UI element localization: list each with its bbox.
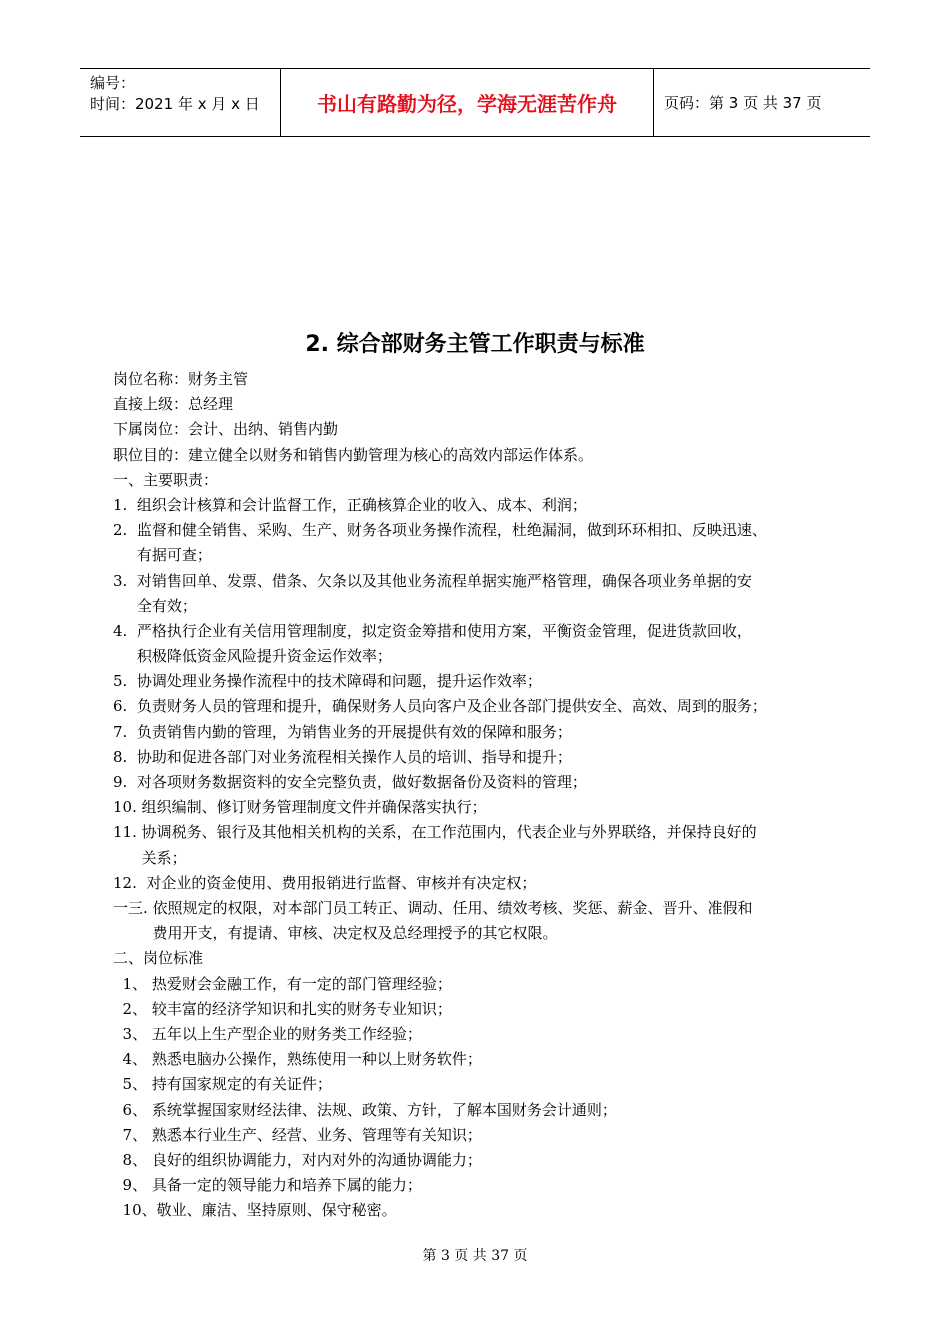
duty-line: 严格执行企业有关信用管理制度，拟定资金筹措和使用方案，平衡资金管理，促进货款回收，	[136, 621, 752, 640]
standard-item: 1、 热爱财会金融工作，有一定的部门管理经验；	[113, 974, 452, 993]
duty-line: 监督和健全销售、采购、生产、财务各项业务操作流程，杜绝漏洞，做到环环相扣、反映迅速、	[136, 521, 767, 540]
duty-text	[142, 795, 853, 820]
duty-number: 2.	[113, 521, 137, 540]
duty-number: 3.	[113, 571, 137, 590]
duty-line: 协调税务、银行及其他相关机构的关系，在工作范围内，代表企业与外界联络，并保持良好的	[141, 823, 757, 842]
duty-item	[113, 569, 853, 619]
duty-text	[153, 896, 853, 946]
section-heading-duties: 一、主要职责：	[113, 470, 219, 489]
duty-item	[113, 770, 853, 795]
duty-number: 9.	[113, 773, 137, 792]
standard-item: 10、敬业、廉洁、坚持原则、保守秘密。	[113, 1201, 397, 1220]
standard-item: 2、 较丰富的经济学知识和扎实的财务专业知识；	[113, 999, 452, 1018]
standard-item: 8、 良好的组织协调能力，对内对外的沟通协调能力；	[113, 1150, 482, 1169]
duty-line: 协助和促进各部门对业务流程相关操作人员的培训、指导和提升；	[136, 747, 572, 766]
document-body	[113, 367, 853, 1224]
standards-list	[113, 972, 853, 1224]
header-page-info: 页码：第 3 页 共 37 页	[664, 94, 822, 112]
duty-text	[137, 770, 853, 795]
duty-line: 依照规定的权限，对本部门员工转正、调动、任用、绩效考核、奖惩、薪金、晋升、准假和	[152, 899, 753, 918]
duty-line: 协调处理业务操作流程中的技术障碍和问题，提升运作效率；	[136, 672, 542, 691]
duty-number: 11.	[113, 823, 142, 842]
duty-text	[137, 745, 853, 770]
duty-line: 全有效；	[136, 596, 197, 615]
duty-item	[113, 871, 853, 896]
duty-text	[137, 518, 853, 568]
section-heading-standards: 二、岗位标准	[113, 949, 204, 968]
duty-item	[113, 493, 853, 518]
duty-text	[137, 694, 853, 719]
document-header	[80, 68, 870, 137]
duty-number: 5.	[113, 672, 137, 691]
duty-number: 8.	[113, 747, 137, 766]
duty-text	[142, 820, 853, 870]
duty-line: 费用开支，有提请、审核、决定权及总经理授予的其它权限。	[152, 924, 558, 943]
time-label: 时间：2021 年 x 月 x 日	[90, 95, 260, 113]
duty-number: 7.	[113, 722, 137, 741]
duty-item	[113, 720, 853, 745]
duty-number: 6.	[113, 697, 137, 716]
standard-item: 3、 五年以上生产型企业的财务类工作经验；	[113, 1025, 422, 1043]
duty-text	[137, 619, 853, 669]
duty-text	[137, 569, 853, 619]
standard-item: 9、 具备一定的领导能力和培养下属的能力；	[113, 1176, 422, 1195]
duty-line: 有据可查；	[136, 546, 212, 565]
duty-number: 10.	[113, 798, 142, 817]
duty-line: 组织编制、修订财务管理制度文件并确保落实执行；	[141, 798, 487, 817]
duty-text	[137, 669, 853, 694]
duty-line: 负责销售内勤的管理，为销售业务的开展提供有效的保障和服务；	[136, 722, 572, 741]
page-title: 2. 综合部财务主管工作职责与标准	[305, 332, 645, 357]
duty-item	[113, 619, 853, 669]
duty-text	[137, 493, 853, 518]
number-label: 编号：	[90, 74, 136, 92]
info-position: 岗位名称：财务主管	[113, 370, 249, 388]
duty-line: 积极降低资金风险提升资金运作效率；	[136, 647, 392, 666]
duty-number: 一三.	[113, 899, 153, 918]
duty-line: 对企业的资金使用、费用报销进行监督、审核并有决定权；	[146, 873, 537, 892]
duty-line: 对各项财务数据资料的安全完整负责，做好数据备份及资料的管理；	[136, 773, 587, 792]
standard-item: 5、 持有国家规定的有关证件；	[113, 1075, 332, 1094]
standard-item: 6、 系统掌握国家财经法律、法规、政策、方针，了解本国财务会计通则；	[113, 1100, 617, 1119]
duty-item	[113, 669, 853, 694]
duty-text	[137, 720, 853, 745]
duty-item	[113, 896, 853, 946]
duty-item	[113, 694, 853, 719]
header-meta	[80, 69, 281, 136]
duty-text	[146, 871, 853, 896]
duty-item	[113, 795, 853, 820]
info-purpose: 职位目的：建立健全以财务和销售内勤管理为核心的高效内部运作体系。	[113, 445, 594, 464]
header-motto: 书山有路勤为径，学海无涯苦作舟	[281, 69, 654, 136]
info-subordinates: 下属岗位：会计、出纳、销售内勤	[113, 420, 339, 439]
duty-item	[113, 518, 853, 568]
standard-item: 4、 熟悉电脑办公操作，熟练使用一种以上财务软件；	[113, 1050, 482, 1069]
duty-number: 4.	[113, 621, 137, 640]
duties-list	[113, 493, 853, 947]
info-superior: 直接上级：总经理	[113, 395, 234, 414]
duty-number: 1.	[113, 495, 137, 514]
duty-item	[113, 820, 853, 870]
page-footer: 第 3 页 共 37 页	[422, 1248, 528, 1264]
duty-line: 关系；	[141, 848, 187, 867]
duty-line: 负责财务人员的管理和提升，确保财务人员向客户及企业各部门提供安全、高效、周到的服务；	[136, 697, 767, 716]
duty-line: 组织会计核算和会计监督工作，正确核算企业的收入、成本、利润；	[136, 495, 587, 514]
duty-line: 对销售回单、发票、借条、欠条以及其他业务流程单据实施严格管理，确保各项业务单据的安	[136, 571, 752, 590]
duty-item	[113, 745, 853, 770]
duty-number: 12.	[113, 873, 147, 892]
standard-item: 7、 熟悉本行业生产、经营、业务、管理等有关知识；	[113, 1125, 482, 1144]
